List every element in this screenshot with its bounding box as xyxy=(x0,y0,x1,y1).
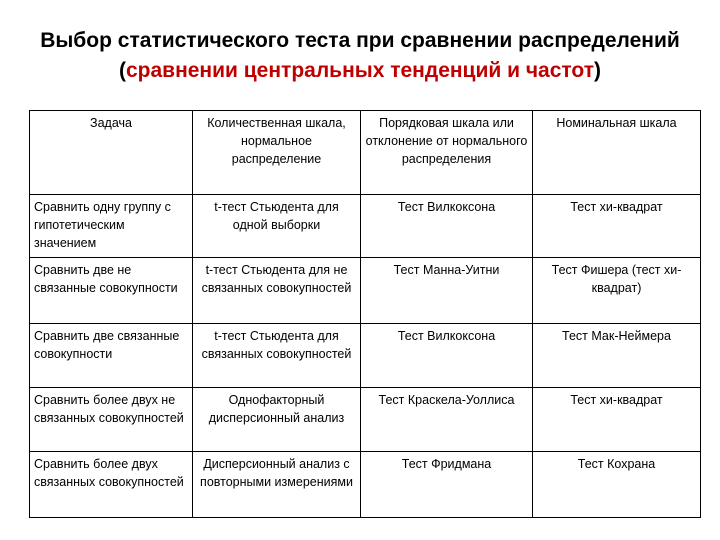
task-cell: Сравнить одну группу с гипотетическим значением xyxy=(30,195,193,258)
page-title xyxy=(0,26,720,86)
title-paren-open: ( xyxy=(118,59,126,82)
ordinal-cell: Тест Вилкоксона xyxy=(361,195,533,258)
ordinal-cell: Тест Манна-Уитни xyxy=(361,258,533,324)
table-row xyxy=(30,388,701,452)
nominal-cell: Тест Фишера (тест хи-квадрат) xyxy=(533,258,701,324)
test-selection-table xyxy=(29,110,701,518)
header-task: Задача xyxy=(30,111,193,195)
header-ordinal: Порядковая шкала или отклонение от нормального распределения xyxy=(361,111,533,195)
title-line-2 xyxy=(0,56,720,86)
table-row xyxy=(30,324,701,388)
header-row xyxy=(30,111,701,195)
table-row xyxy=(30,452,701,518)
quantitative-cell: Дисперсионный анализ с повторными измерениями xyxy=(193,452,361,518)
nominal-cell: Тест хи-квадрат xyxy=(533,388,701,452)
header-nominal: Номинальная шкала xyxy=(533,111,701,195)
ordinal-cell: Тест Краскела-Уоллиса xyxy=(361,388,533,452)
title-subtitle-red: сравнении центральных тенденций и частот xyxy=(125,59,595,82)
table-row xyxy=(30,258,701,324)
quantitative-cell: Однофакторный дисперсионный анализ xyxy=(193,388,361,452)
quantitative-cell: t-тест Стьюдента для связанных совокупностей xyxy=(193,324,361,388)
task-cell: Сравнить более двух не связанных совокупностей xyxy=(30,388,193,452)
task-cell: Сравнить более двух связанных совокупностей xyxy=(30,452,193,518)
header-quantitative: Количественная шкала, нормальное распределение xyxy=(193,111,361,195)
ordinal-cell: Тест Вилкоксона xyxy=(361,324,533,388)
title-line-1: Выбор статистического теста при сравнении распределений xyxy=(40,29,680,52)
nominal-cell: Тест Кохрана xyxy=(533,452,701,518)
ordinal-cell: Тест Фридмана xyxy=(361,452,533,518)
task-cell: Сравнить две не связанные совокупности xyxy=(30,258,193,324)
task-cell: Сравнить две связанные совокупности xyxy=(30,324,193,388)
quantitative-cell: t-тест Стьюдента для не связанных совокупностей xyxy=(193,258,361,324)
nominal-cell: Тест хи-квадрат xyxy=(533,195,701,258)
nominal-cell: Тест Мак-Неймера xyxy=(533,324,701,388)
title-paren-close: ) xyxy=(594,59,602,82)
table-row xyxy=(30,195,701,258)
quantitative-cell: t-тест Стьюдента для одной выборки xyxy=(193,195,361,258)
